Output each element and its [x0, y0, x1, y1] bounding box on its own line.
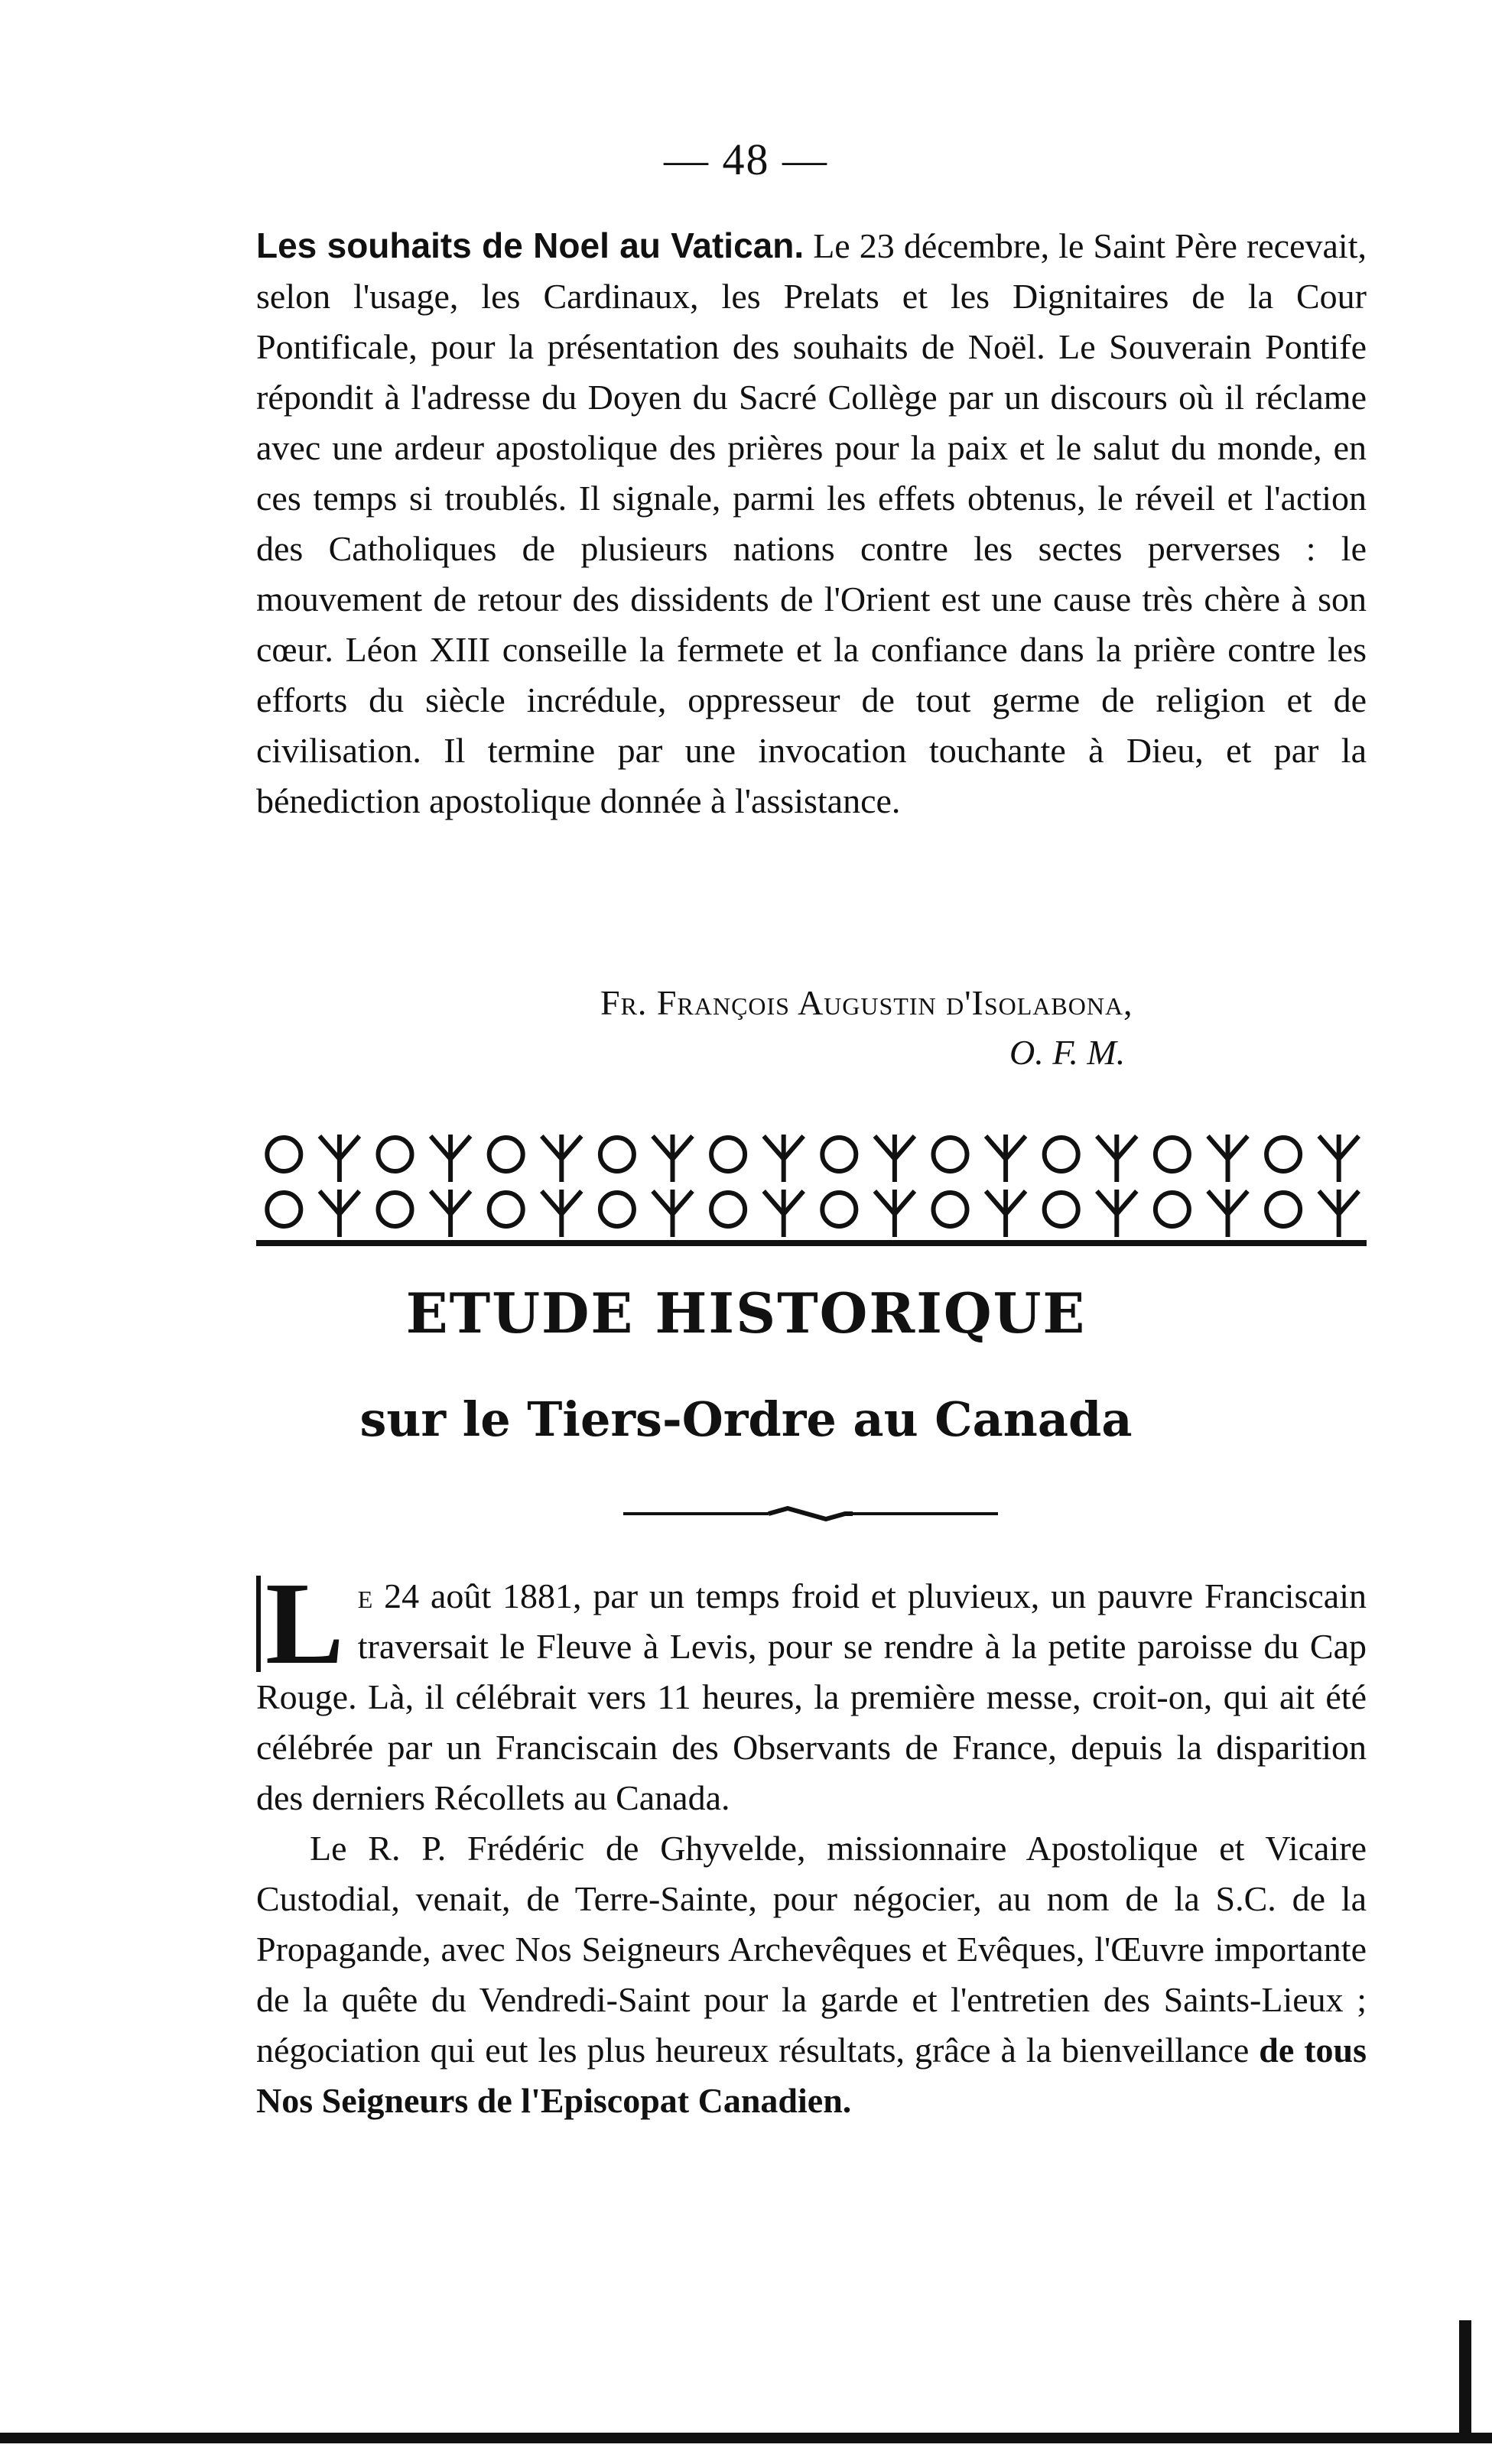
ornament-stem — [875, 1135, 915, 1182]
ornament-stem — [1319, 1190, 1359, 1237]
article-paragraph-1-text: 24 août 1881, par un temps froid et pluvieux, un pauvre Franciscain traversait le Fleuve à Levis, pour se rendre à la petite paroisse du Cap Rouge. Là, il célébrait vers 11 heures, la première messe, croit-on, qui ait été célébrée par un Franciscain des Observants de France, depuis la disparition des derniers Récollets au Canada. — [256, 1576, 1367, 1817]
page-number-dash-right: — — [769, 135, 828, 184]
ornament-stem — [653, 1190, 693, 1237]
news-body: Le 23 décembre, le Saint Père recevait, selon l'usage, les Cardinaux, les Prelats et les Dignitaires de la Cour Pontificale, pour la présentation des souhaits de Noël. Le Souverain Pontife répondit à l'adresse du Doyen du Sacré Collège par un discours où il réclame avec une ardeur apostolique des prières pour la paix et le salut du monde, en ces temps si troublés. Il signale, parmi les effets obtenus, le réveil et l'action des Catholiques de plusieurs nations contre les sectes perverses : le mouvement de retour des dissidents de l'Orient est une cause très chère à son cœur. Léon XIII conseille la fermete et la confiance dans la prière contre les efforts du siècle incrédule, oppresseur de tout germe de religion et de civilisation. Il termine par une invocation touchante à Dieu, et par la bénediction apostolique donnée à l'assistance. — [256, 226, 1367, 820]
page-number — [0, 134, 1492, 185]
ornament-row-bottom — [267, 1190, 1358, 1237]
margin-mark — [1459, 2320, 1471, 2435]
ornament-stem — [764, 1190, 804, 1237]
article-body — [256, 1559, 1367, 2126]
ornament-row-top — [267, 1135, 1358, 1182]
ornament-flower — [600, 1138, 634, 1171]
footer-rule — [0, 2433, 1492, 2443]
news-section — [256, 220, 1367, 826]
ornament-flower — [934, 1138, 967, 1171]
ornament-flower — [711, 1138, 745, 1171]
ornament-flower — [267, 1138, 301, 1171]
article-paragraph-2-text: Le R. P. Frédéric de Ghyvelde, missionnaire Apostolique et Vicaire Custodial, venait, de Terre-Sainte, pour négocier, au nom de la S.C. de la Propagande, avec Nos Seigneurs Archevêques et Evêques, l'Œuvre importante de la quête du Vendredi-Saint pour la garde et l'entretien des Saints-Lieux ; négociation qui eut les plus heureux résultats, grâce à la bienveillance — [256, 1829, 1367, 2070]
ornament-base-line — [256, 1240, 1367, 1246]
author-order: O. F. M. — [1009, 1033, 1126, 1072]
ornament-flower — [489, 1193, 523, 1226]
ornament-flower — [1045, 1193, 1078, 1226]
article-paragraph-2-bold: de tous Nos Seigneurs de l'Episcopat Canadien. — [256, 2031, 1367, 2120]
drop-cap: L — [256, 1576, 344, 1672]
ornament-stem — [1208, 1135, 1248, 1182]
page-number-dash-left: — — [664, 135, 723, 184]
ornament-flower — [1266, 1138, 1300, 1171]
ornament-stem — [431, 1135, 470, 1182]
section-divider — [623, 1502, 998, 1525]
ornament-stem — [320, 1190, 359, 1237]
article-paragraph-1 — [256, 1559, 1367, 1823]
ornament-stem — [1097, 1190, 1136, 1237]
article-subtitle: sur le Tiers-Ordre au Canada — [359, 1391, 1133, 1447]
news-title: Les souhaits de Noel au Vatican. — [256, 226, 805, 265]
ornament-stem — [875, 1190, 915, 1237]
ornament-stem — [320, 1135, 359, 1182]
ornament-flower — [267, 1193, 301, 1226]
author-signature: Fr. François Augustin d'Isolabona, — [600, 983, 1133, 1022]
ornament-flower — [1156, 1193, 1189, 1226]
ornament-stem — [986, 1190, 1026, 1237]
ornament-flower — [1266, 1193, 1300, 1226]
ornament-flower — [934, 1193, 967, 1226]
ornament-stem — [1319, 1135, 1359, 1182]
ornament-stem — [1208, 1190, 1248, 1237]
floral-ornament-band — [256, 1124, 1367, 1250]
ornament-stem — [764, 1135, 804, 1182]
ornament-stem — [1097, 1135, 1136, 1182]
ornament-flower — [379, 1193, 412, 1226]
ornament-flower — [1045, 1138, 1078, 1171]
ornament-stem — [986, 1135, 1026, 1182]
divider-flourish — [769, 1508, 853, 1519]
ornament-flower — [1156, 1138, 1189, 1171]
ornament-stem — [541, 1135, 581, 1182]
ornament-stem — [541, 1190, 581, 1237]
page-number-value: 48 — [722, 135, 770, 184]
ornament-flower — [711, 1193, 745, 1226]
ornament-flower — [822, 1193, 856, 1226]
ornament-flower — [489, 1138, 523, 1171]
ornament-flower — [379, 1138, 412, 1171]
article-paragraph-2 — [256, 1823, 1367, 2126]
ornament-flower — [822, 1138, 856, 1171]
article-title: ETUDE HISTORIQUE — [405, 1281, 1087, 1346]
ornament-stem — [431, 1190, 470, 1237]
news-paragraph — [256, 220, 1367, 826]
first-word-rest: e — [357, 1576, 373, 1615]
ornament-stem — [653, 1135, 693, 1182]
ornament-flower — [600, 1193, 634, 1226]
